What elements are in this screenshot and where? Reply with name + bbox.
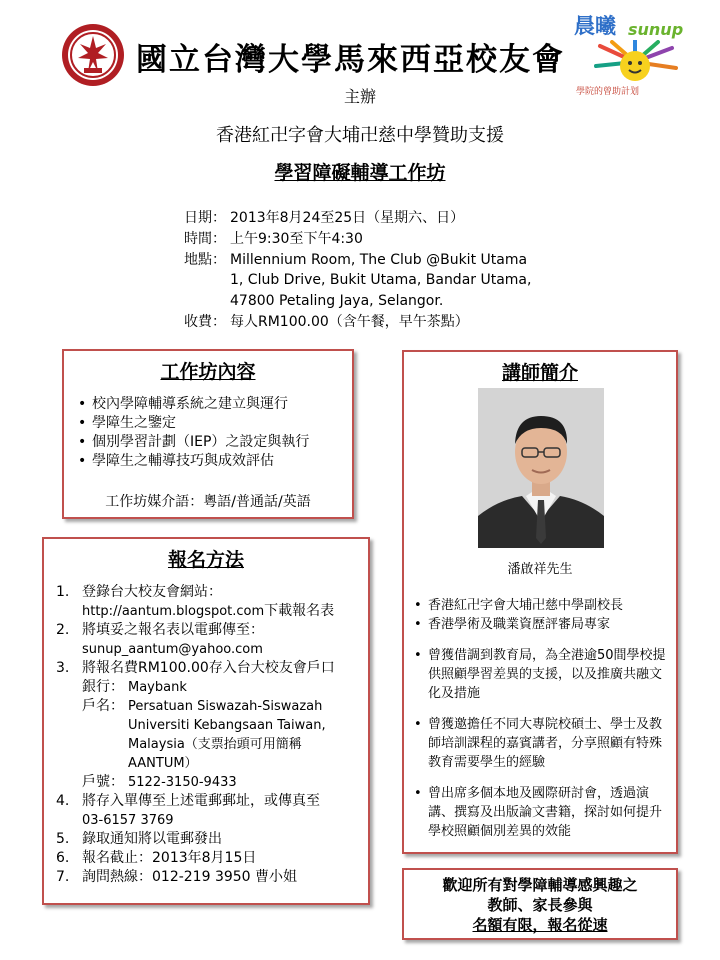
venue-line: 47800 Petaling Jaya, Selangor.	[230, 293, 444, 310]
welcome-box	[402, 868, 678, 940]
date-label: 日期：	[184, 210, 226, 226]
step-number: 3.	[56, 660, 70, 676]
website-link[interactable]: http://aantum.blogspot.com	[82, 604, 265, 619]
signup-step-4	[52, 792, 368, 830]
date-value: 2013年8月24至25日（星期六、日）	[230, 210, 465, 226]
signup-method-box	[42, 537, 370, 905]
workshop-language: 工作坊媒介語：粵語/普通話/英語	[105, 494, 311, 510]
speaker-photo	[478, 388, 604, 548]
fee-row	[184, 312, 531, 333]
bank-details	[82, 678, 368, 792]
list-item: • 學障生之輔導技巧與成效評估	[74, 452, 354, 471]
signup-step-6	[52, 849, 368, 868]
account-no-label: 戶號：	[82, 774, 124, 790]
time-value: 上午9:30至下午4:30	[230, 230, 363, 247]
fee-label: 收費：	[184, 313, 226, 330]
signup-step-2	[52, 621, 368, 659]
welcome-message	[404, 875, 676, 935]
venue-line: 1, Club Drive, Bukit Utama, Bandar Utama,	[230, 272, 532, 289]
list-item: • 曾獲邀擔任不同大專院校碩士、學士及教師培訓課程的嘉賓講者，分享照顧有特殊教育需要學生的經驗	[410, 715, 672, 772]
bank-label: 銀行：	[82, 679, 124, 695]
venue-line: Millennium Room, The Club @Bukit Utama	[230, 251, 528, 268]
list-item: • 校內學障輔導系統之建立與運行	[74, 395, 354, 414]
sunup-sun-icon	[590, 40, 680, 84]
ntu-seal-logo	[60, 22, 126, 88]
date-row	[184, 208, 531, 229]
workshop-title: 學習障礙輔導工作坊	[274, 162, 446, 184]
fax-number: 03-6157 3769	[82, 813, 174, 828]
time-row	[184, 229, 531, 250]
sunup-tagline: 學院的曾助計划	[576, 87, 640, 97]
step-text: 錄取通知將以電郵發出	[82, 831, 222, 847]
event-info	[184, 208, 531, 333]
step-number: 7.	[56, 869, 70, 885]
fee-value: 每人RM100.00（含午餐，早午茶點）	[230, 313, 469, 330]
step-text: 登錄台大校友會網站：	[82, 584, 222, 600]
sunup-logo-english: sunup	[628, 20, 684, 39]
signup-step-7	[52, 868, 368, 887]
host-label: 主辦	[343, 87, 376, 106]
speaker-credentials-list	[410, 596, 672, 841]
signup-step-5	[52, 830, 368, 849]
step-number: 1.	[56, 584, 70, 600]
step-text: 下載報名表	[264, 603, 335, 619]
list-item: • 香港紅卍字會大埔卍慈中學副校長	[410, 596, 672, 615]
list-item: • 曾獲借調到教育局，為全港逾50間學校提供照顧學習差異的支援，以及推廣共融文化及措施	[410, 646, 672, 703]
step-number: 4.	[56, 793, 70, 809]
signup-steps	[52, 583, 368, 887]
signup-step-3	[52, 659, 368, 792]
venue-label: 地點：	[184, 251, 226, 268]
step-text: 詢問熱線：012-219 3950 曹小姐	[82, 869, 298, 885]
workshop-content-box	[62, 349, 354, 519]
step-number: 6.	[56, 850, 70, 866]
time-label: 時間：	[184, 230, 226, 247]
list-item: • 香港學術及職業資歷評審局專家	[410, 615, 672, 634]
workshop-content-heading: 工作坊內容	[160, 361, 256, 383]
signup-step-1	[52, 583, 368, 621]
list-item: • 個別學習計劃（IEP）之設定與執行	[74, 433, 354, 452]
speaker-box	[402, 350, 678, 854]
account-name-value: Persatuan Siswazah-Siswazah Universiti Kebangsaan Taiwan, Malaysia（支票抬頭可用簡稱 AANTUM）	[128, 699, 326, 771]
step-number: 2.	[56, 622, 70, 638]
step-text: 將填妥之報名表以電郵傳至：	[82, 622, 264, 638]
workshop-content-list	[74, 395, 354, 471]
speaker-heading: 講師簡介	[501, 362, 578, 384]
list-item: • 學障生之鑒定	[74, 414, 354, 433]
account-name-label: 戶名：	[82, 698, 124, 714]
venue-value	[230, 250, 531, 312]
signup-heading: 報名方法	[167, 549, 244, 571]
email-link[interactable]: sunup_aantum@yahoo.com	[82, 642, 263, 657]
step-text: 將存入單傳至上述電郵郵址，或傳真至	[82, 793, 320, 809]
step-text: 將報名費RM100.00存入台大校友會戶口	[82, 660, 335, 676]
speaker-name: 潘啟祥先生	[507, 562, 573, 577]
step-number: 5.	[56, 831, 70, 847]
list-item: • 曾出席多個本地及國際研討會，透過演講、撰寫及出版論文書籍，探討如何提升學校照顧個別差異的效能	[410, 784, 672, 841]
welcome-line-3: 名額有限，報名從速	[472, 916, 608, 934]
account-no-value: 5122-3150-9433	[128, 775, 237, 790]
step-text: 報名截止：2013年8月15日	[82, 850, 257, 866]
welcome-line-1: 歡迎所有對學障輔導感興趣之	[442, 876, 638, 894]
sponsor-line: 香港紅卍字會大埔卍慈中學贊助支援	[216, 125, 504, 146]
bank-value: Maybank	[128, 680, 187, 695]
welcome-line-2: 教師、家長參與	[487, 896, 593, 914]
alumni-association-title: 國立台灣大學馬來西亞校友會	[136, 42, 565, 78]
sunup-logo-chinese: 晨曦	[574, 14, 616, 38]
venue-row	[184, 250, 531, 312]
